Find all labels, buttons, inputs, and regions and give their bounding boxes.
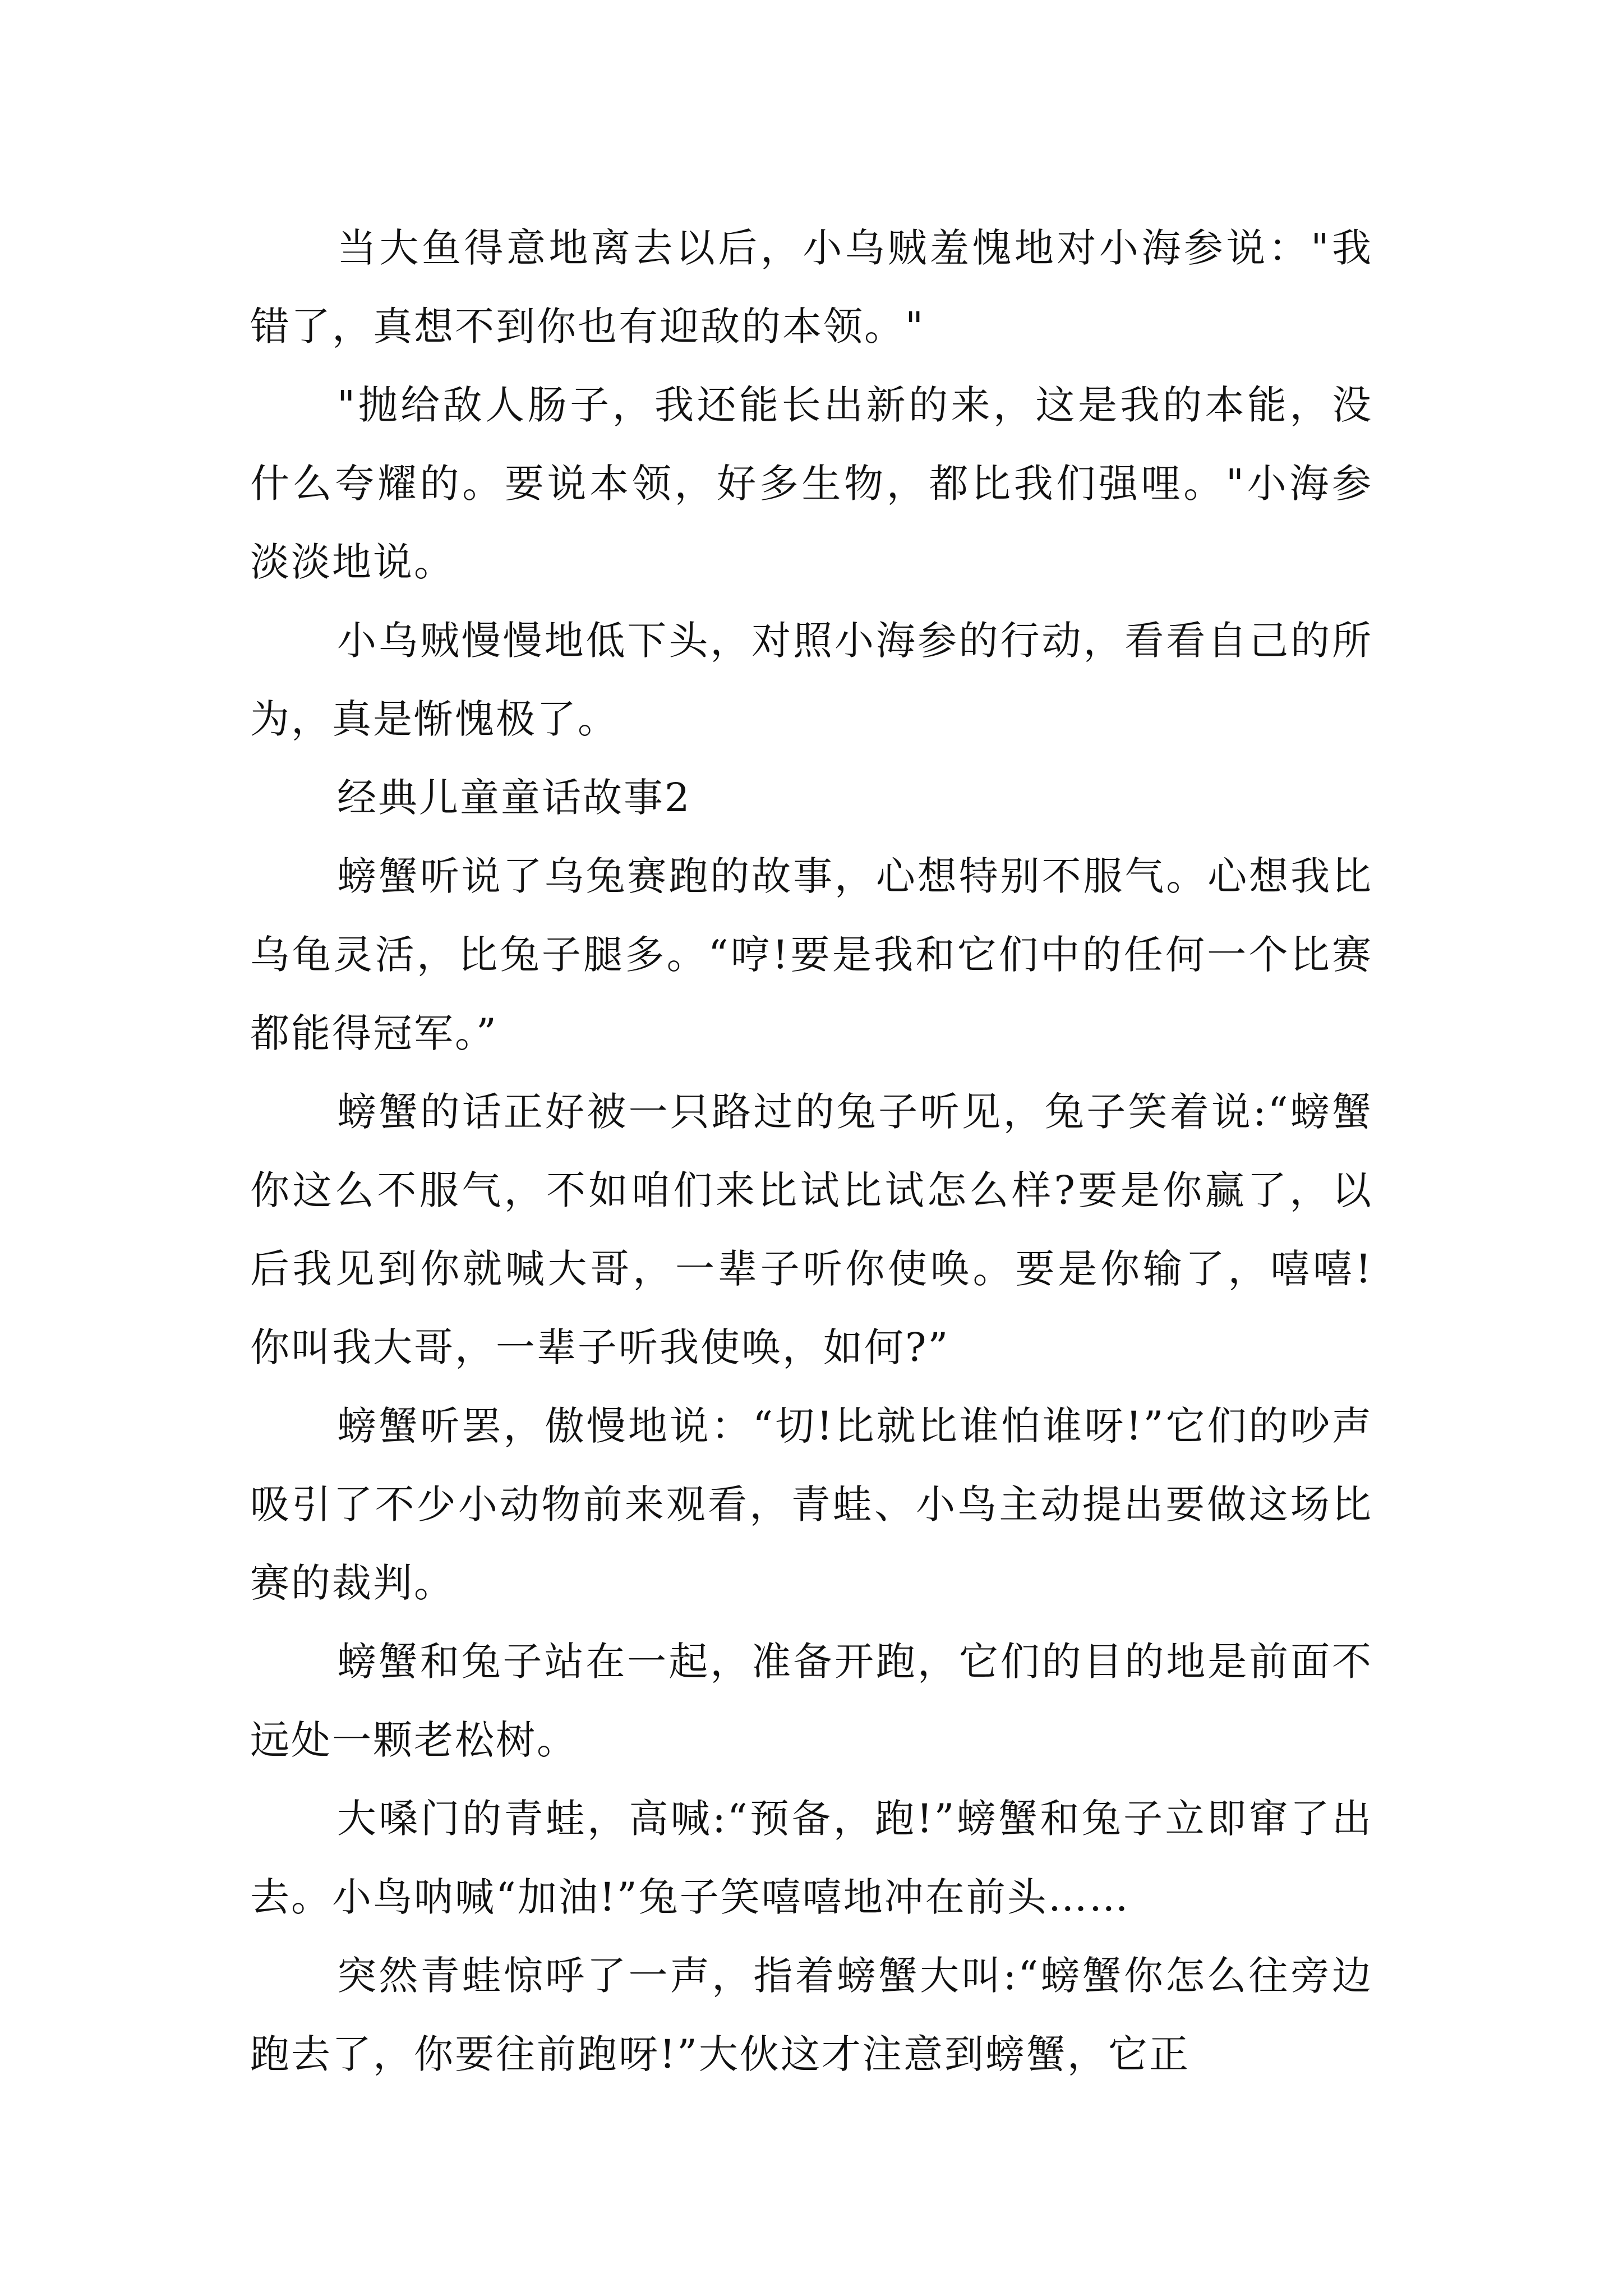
document-body xyxy=(250,209,1373,2093)
paragraph-1: 当大鱼得意地离去以后，小乌贼羞愧地对小海参说："我错了，真想不到你也有迎敌的本领。" xyxy=(250,225,1373,349)
paragraph-4: 螃蟹听说了乌兔赛跑的故事，心想特别不服气。心想我比乌龟灵活，比兔子腿多。“哼!要是我和它们中的任何一个比赛都能得冠军。” xyxy=(250,853,1373,1056)
paragraph-3: 小乌贼慢慢地低下头，对照小海参的行动，看看自己的所为，真是惭愧极了。 xyxy=(250,618,1373,742)
paragraph-5: 螃蟹的话正好被一只路过的兔子听见，兔子笑着说:“螃蟹你这么不服气，不如咱们来比试比试怎么样?要是你赢了，以后我见到你就喊大哥，一辈子听你使唤。要是你输了，嘻嘻!你叫我大哥，一辈子听我使唤，如何?” xyxy=(250,1089,1373,1370)
paragraph-2: "抛给敌人肠子，我还能长出新的来，这是我的本能，没什么夸耀的。要说本领，好多生物，都比我们强哩。"小海参淡淡地说。 xyxy=(250,382,1373,585)
paragraph-6: 螃蟹听罢，傲慢地说：“切!比就比谁怕谁呀!”它们的吵声吸引了不少小动物前来观看，青蛙、小鸟主动提出要做这场比赛的裁判。 xyxy=(250,1403,1373,1606)
paragraph-8: 大嗓门的青蛙，高喊:“预备，跑!”螃蟹和兔子立即窜了出去。小鸟呐喊“加油!”兔子笑嘻嘻地冲在前头…… xyxy=(250,1796,1373,1920)
paragraph-7: 螃蟹和兔子站在一起，准备开跑，它们的目的地是前面不远处一颗老松树。 xyxy=(250,1639,1373,1763)
paragraph-9: 突然青蛙惊呼了一声，指着螃蟹大叫:“螃蟹你怎么往旁边跑去了，你要往前跑呀!”大伙这才注意到螃蟹，它正 xyxy=(250,1953,1373,2077)
section-heading: 经典儿童童话故事2 xyxy=(337,775,691,821)
